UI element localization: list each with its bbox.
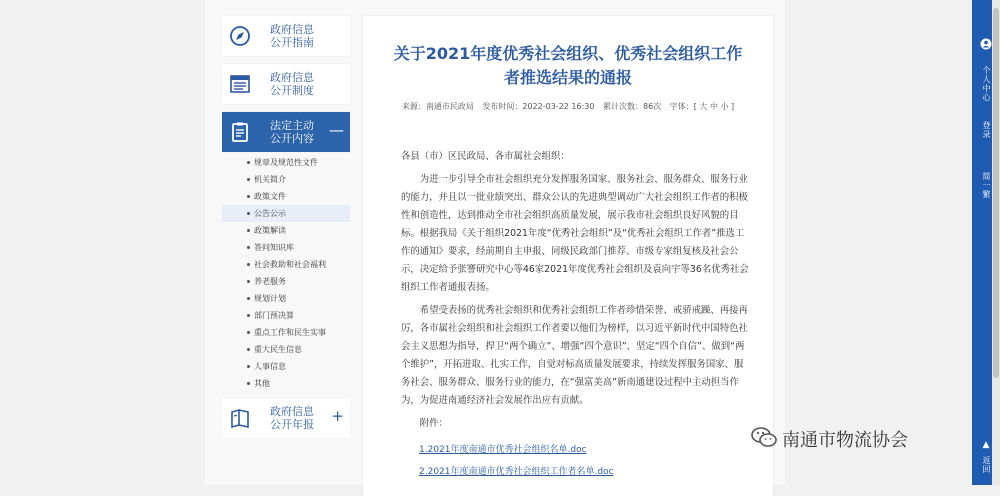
book-icon <box>222 398 258 438</box>
user-icon <box>980 38 992 52</box>
article-title-line2: 者推选结果的通报 <box>503 68 632 87</box>
menu-guide[interactable] <box>222 16 350 56</box>
watermark <box>750 424 908 454</box>
submenu-item[interactable]: 人事信息 <box>222 358 350 375</box>
login-label: 登录 <box>982 121 991 139</box>
back-label: 返回 <box>982 456 991 474</box>
font-size-control[interactable]: 字体：[ 大 中 小 ] <box>669 102 735 111</box>
meta-source: 来源：南通市民政局 <box>401 102 474 111</box>
submenu-item[interactable]: 部门预决算 <box>222 307 350 324</box>
language-label: 简一繁 <box>982 171 991 199</box>
article-title <box>378 42 758 90</box>
list-icon <box>222 64 258 104</box>
meta-views: 累计次数：86次 <box>603 102 662 111</box>
attachments-list <box>401 439 751 483</box>
submenu-item[interactable]: 养老服务 <box>222 273 350 290</box>
submenu-item[interactable]: 政策文件 <box>222 188 350 205</box>
meta-date: 发布时间：2022-03-22 16:30 <box>482 102 595 111</box>
submenu-item[interactable]: 重大民生信息 <box>222 341 350 358</box>
submenu-item[interactable]: 机关简介 <box>222 171 350 188</box>
paragraph-2: 希望受表扬的优秀社会组织和优秀社会组织工作者珍惜荣誉、戒骄戒躁、再接再厉，各市属社会组织和社会组织工作者要以他们为榜样，以习近平新时代中国特色社会主义思想为指导，捍卫“两个确立”、增强“四个意识”、坚定“四个自信”、做到“两个维护”，开拓进取、扎实工作，自觉对标高质量发展要求，持续发挥服务国家、服务社会、服务群众、服务行业的能力，在“强富美高”新南通建设过程中主动担当作为，为促进南通经济社会发展作出应有贡献。 <box>401 305 748 406</box>
menu-active-line2: 公开内容 <box>270 132 314 145</box>
submenu-item[interactable]: 重点工作和民生实事 <box>222 324 350 341</box>
menu-guide-line2: 公开指南 <box>270 36 314 49</box>
paragraph-1: 为进一步引导全市社会组织充分发挥服务国家、服务社会、服务群众、服务行业的能力，并且以一批业绩突出、群众公认的先进典型调动广大社会组织工作者的积极性和创造性，达到推动全市社会组织高质量发展，展示我市社会组织良好风貌的目标。根据我局《关于组织2021年度“优秀社会组织”及“优秀社会组织工作者”推选工作的通知》要求，经前期自主申报、同级民政部门推荐、市级专家组复核及社会公示，决定给予张謇研究中心等46家2021年度优秀社会组织及袁向宇等36名优秀社会组织工作者通报表扬。 <box>401 174 749 293</box>
menu-annual-report[interactable] <box>222 398 350 438</box>
left-menu <box>222 16 350 446</box>
personal-center-label: 个人中心 <box>982 66 991 102</box>
watermark-text: 南通市物流协会 <box>782 430 908 451</box>
menu-system[interactable] <box>222 64 350 104</box>
collapse-icon[interactable]: — <box>329 121 344 139</box>
wechat-icon <box>750 425 778 453</box>
menu-active-content[interactable] <box>222 112 350 152</box>
back-arrow-icon: ▲ <box>982 440 990 450</box>
menu-system-line1: 政府信息 <box>270 71 314 84</box>
article-meta <box>363 101 773 112</box>
article-panel <box>363 16 773 496</box>
submenu-item[interactable]: 规划计划 <box>222 290 350 307</box>
article-body <box>401 148 751 483</box>
clipboard-icon <box>222 112 258 152</box>
submenu-item[interactable]: 规章及规范性文件 <box>222 154 350 171</box>
compass-icon <box>222 16 258 56</box>
menu-annual-line1: 政府信息 <box>270 405 314 418</box>
submenu-item[interactable]: 政策解读 <box>222 222 350 239</box>
attachment-item <box>401 439 751 461</box>
submenu-item[interactable]: 其他 <box>222 375 350 392</box>
menu-annual-line2: 公开年报 <box>270 418 314 431</box>
submenu-item[interactable]: 社会救助和社会福利 <box>222 256 350 273</box>
expand-icon[interactable]: + <box>331 407 344 425</box>
menu-guide-line1: 政府信息 <box>270 23 314 36</box>
attachment-link-1[interactable]: 1.2021年度南通市优秀社会组织名单.doc <box>419 445 587 455</box>
attachment-item <box>401 461 751 483</box>
submenu-item[interactable]: 答问知识库 <box>222 239 350 256</box>
submenu-list <box>222 154 350 392</box>
menu-active-line1: 法定主动 <box>270 119 314 132</box>
salutation: 各县（市）区民政局、各市属社会组织： <box>401 151 570 162</box>
attachments-label: 附件： <box>419 418 448 429</box>
article-title-line1: 关于2021年度优秀社会组织、优秀社会组织工作 <box>393 44 743 63</box>
submenu-item[interactable]: 公告公示 <box>222 205 350 222</box>
attachment-link-2[interactable]: 2.2021年度南通市优秀社会组织工作者名单.doc <box>419 467 614 477</box>
scrollbar-thumb[interactable] <box>993 8 999 378</box>
menu-system-line2: 公开制度 <box>270 84 314 97</box>
